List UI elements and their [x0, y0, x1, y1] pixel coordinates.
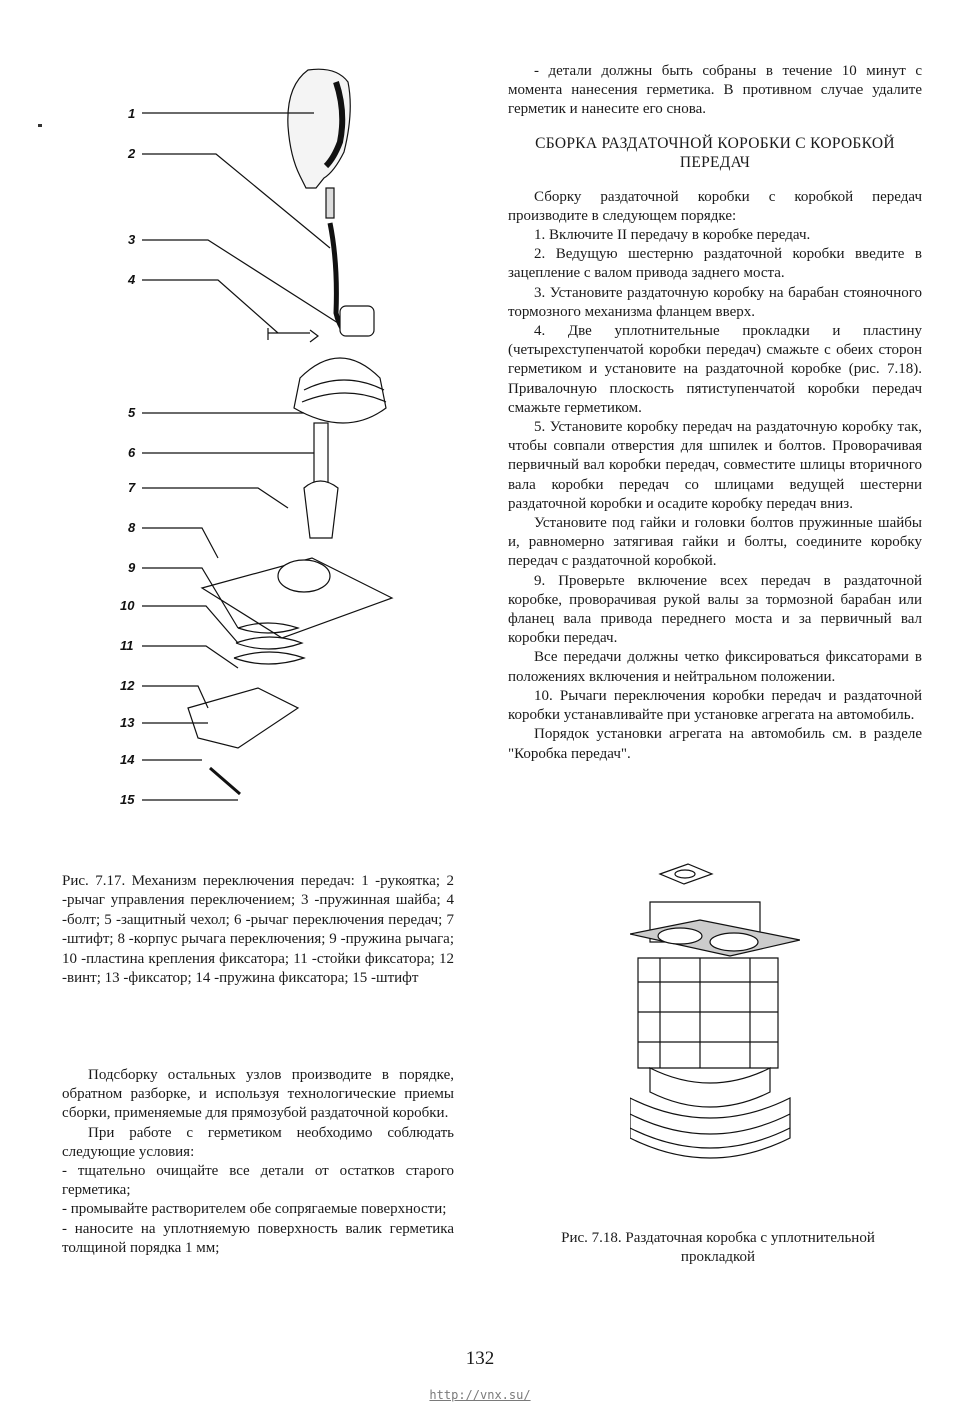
paragraph: При работе с герметиком необходимо соблюдать следующие условия: [62, 1124, 454, 1160]
figure-label: 14 [120, 752, 135, 767]
paragraph: 2. Ведущую шестерню раздаточной коробки введите в зацепление с валом привода заднего моста. [508, 246, 922, 282]
right-column [508, 62, 922, 764]
figure-label: 8 [128, 520, 136, 535]
paragraph: 10. Рычаги переключения коробки передач и раздаточной коробки устанавливайте при установке агрегата на автомобиль. [508, 687, 922, 724]
figure-label: 15 [120, 792, 135, 807]
left-column [62, 1066, 454, 1258]
list-item: - промывайте растворителем обе сопрягаемые поверхности; [62, 1201, 447, 1218]
figure-717-caption: Рис. 7.17. Механизм переключения передач: 1 -рукоятка; 2 -рычаг управления переключением; 3 -пружинная шайба; 4 -болт; 5 -защитный чехол; 6 -рычаг переключения передач; 7 -штифт; 8 -корпус рычага переключения; 9 -пружина рычага; 10 -пластина крепления фиксатора; 11 -стойки фиксатора; 12 -винт; 13 -фиксатор; 14 -пружина фиксатора; 15 -штифт [62, 873, 454, 987]
transfer-case-figure [630, 862, 800, 1162]
footer-link[interactable]: http://vnx.su/ [429, 1388, 531, 1402]
figure-label: 4 [128, 272, 136, 287]
paragraph: 3. Установите раздаточную коробку на барабан стояночного тормозного механизма фланцем вверх. [508, 284, 922, 320]
paragraph: 9. Проверьте включение всех передач в раздаточной коробке, проворачивая рукой валы за тормозной барабан или фланец вала привода переднего моста и за первичный вал коробки передач. [508, 572, 922, 647]
paragraph: 4. Две уплотнительные прокладки и пластину (четырехступенчатой коробки передач) смажьте с обеих сторон герметиком и установите на раздаточной коробке (рис. 7.18). Привалочную плоскость пятиступенчатой коробки передач смажьте герметиком. [508, 323, 922, 416]
paragraph: Сборку раздаточной коробки с коробкой передач производите в следующем порядке: [508, 188, 922, 224]
figure-label: 10 [120, 598, 135, 613]
figure-label: 9 [128, 560, 136, 575]
scan-mark [38, 124, 42, 127]
list-item: - тщательно очищайте все детали от остатков старого герметика; [62, 1163, 454, 1199]
figure-label: 11 [120, 638, 134, 653]
figure-label: 1 [128, 106, 136, 121]
paragraph: Все передачи должны четко фиксироваться фиксаторами в положениях включения и нейтральном положении. [508, 649, 922, 685]
paragraph: Подсборку остальных узлов производите в порядке, обратном разборке, и используя технологические приемы сборки, применяемые для прямозубой раздаточной коробки. [62, 1067, 454, 1122]
figure-label: 6 [128, 445, 136, 460]
paragraph: Порядок установки агрегата на автомобиль см. в разделе "Коробка передач". [508, 726, 922, 762]
paragraph: Установите под гайки и головки болтов пружинные шайбы и, равномерно затягивая гайки и болты, соедините коробку передач с раздаточной коробкой. [508, 515, 922, 570]
paragraph: 5. Установите коробку передач на раздаточную коробку так, чтобы совпали отверстия для шпилек и болтов. Проворачивая первичный вал коробки передач, совместите шлицы вторичного вала коробки передач со шлицами ведущей шестерни раздаточной коробки и осадите коробку передач вниз. [508, 419, 922, 512]
page-number: 132 [465, 1348, 495, 1369]
figure-label: 3 [128, 232, 136, 247]
gearshift-mechanism-figure [118, 68, 398, 828]
figure-label: 12 [120, 678, 135, 693]
figure-label: 5 [128, 405, 136, 420]
paragraph: 1. Включите II передачу в коробке передач. [534, 227, 811, 244]
figure-718-caption: Рис. 7.18. Раздаточная коробка с уплотнительной прокладкой [561, 1230, 875, 1266]
figure-label: 7 [128, 480, 136, 495]
figure-label: 13 [120, 715, 135, 730]
list-item: - наносите на уплотняемую поверхность валик герметика толщиной порядка 1 мм; [62, 1220, 454, 1256]
section-heading: СБОРКА РАЗДАТОЧНОЙ КОРОБКИ С КОРОБКОЙ ПЕРЕДАЧ [535, 134, 895, 171]
intro-paragraph: - детали должны быть собраны в течение 10 минут с момента нанесения герметика. В противном случае удалите герметик и нанесите его снова. [508, 63, 922, 118]
figure-label: 2 [128, 146, 136, 161]
